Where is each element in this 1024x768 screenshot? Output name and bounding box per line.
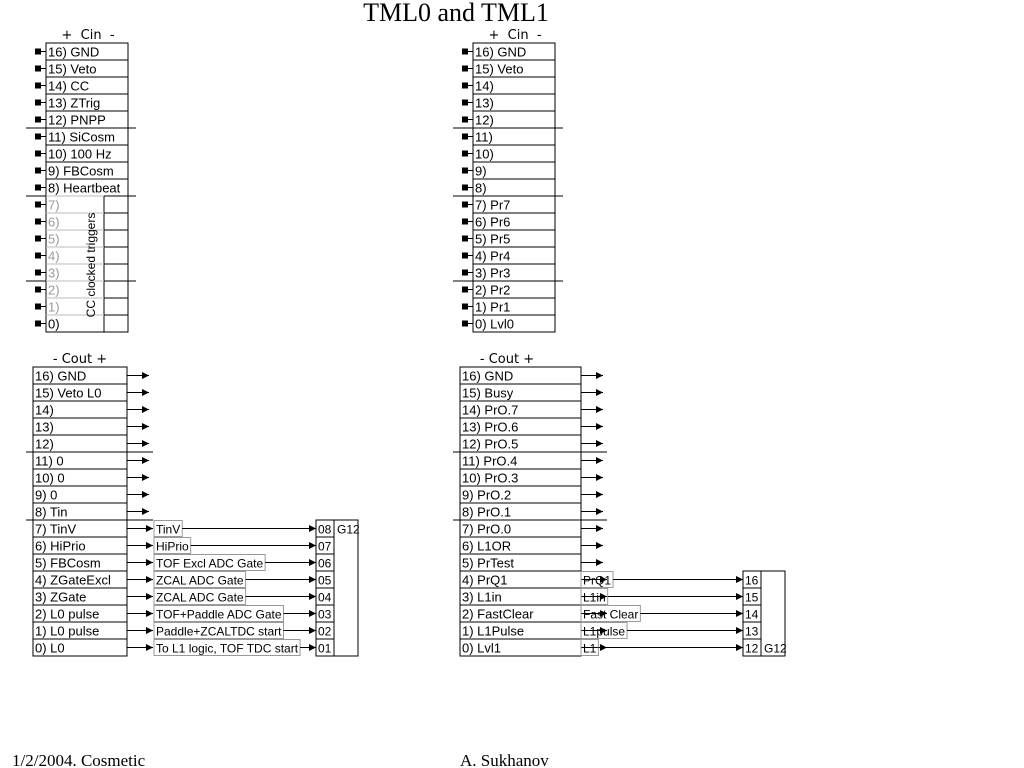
tml0.cout-row-label: 12) [35, 436, 54, 452]
tml1.cin-row-label: 13) [475, 95, 494, 111]
tml0.cin-row-label: 3) [48, 265, 60, 281]
tml1.cin-row-label: 12) [475, 112, 494, 128]
tml1.cin-row-label: 3) Pr3 [475, 265, 511, 281]
pin-marker [462, 202, 468, 208]
tml1.cin-row-label: 15) Veto [475, 61, 524, 77]
pin-marker [462, 66, 468, 72]
tml0.cin-row-label: 4) [48, 248, 60, 264]
tml0.cin-row-label: 14) CC [48, 78, 90, 94]
tml0.cin-row-label: 8) Heartbeat [48, 180, 121, 196]
pin-marker [35, 151, 41, 157]
tml0-cin-header: + Cin - [61, 28, 115, 43]
g12-pin-label: 01 [318, 641, 332, 656]
signal-label: ZCAL ADC Gate [156, 590, 244, 605]
footer-author: A. Sukhanov [460, 751, 549, 768]
signal-label: TinV [156, 522, 181, 537]
tml1.cin-row-label: 14) [475, 78, 494, 94]
tml0.cin-row-label: 2) [48, 282, 60, 298]
footer-date: 1/2/2004. Cosmetic [12, 751, 146, 768]
tml1-cin-connector [453, 43, 563, 332]
tml0.cout-row-label: 15) Veto L0 [35, 385, 102, 401]
pin-marker [35, 202, 41, 208]
pin-marker [462, 219, 468, 225]
signal-label: TOF+Paddle ADC Gate [156, 607, 282, 622]
pin-marker [462, 134, 468, 140]
tml0.cin-row-label: 16) GND [48, 44, 100, 60]
signal-label: L1 [583, 641, 597, 656]
tml0.cin-row-label: 11) SiCosm [48, 129, 115, 145]
g12-pin-label: 06 [318, 556, 332, 571]
signal-label: ZCAL ADC Gate [156, 573, 244, 588]
pin-marker [35, 321, 41, 327]
tml1.cin-row-label: 0) Lvl0 [475, 316, 515, 332]
tml1.cin-row-label: 16) GND [475, 44, 527, 60]
pin-marker [462, 270, 468, 276]
tml1.cout-row-label: 5) PrTest [462, 555, 515, 571]
pin-marker [35, 83, 41, 89]
g12-pin-label: 14 [745, 607, 759, 622]
tml0.cin-row-label: 15) Veto [48, 61, 97, 77]
pin-marker [462, 151, 468, 157]
tml1.cin-row-label: 4) Pr4 [475, 248, 511, 264]
g12-pin-label: 15 [745, 590, 759, 605]
signal-label: Paddle+ZCALTDC start [156, 624, 282, 639]
g12-pin-label: 12 [745, 641, 759, 656]
tml1-g12-connector [581, 571, 787, 656]
tml0.cout-row-label: 3) ZGate [35, 589, 87, 605]
pin-marker [35, 49, 41, 55]
g12-label: G12 [337, 522, 360, 537]
tml0.cin-row-label: 1) [48, 299, 60, 315]
tml0.cin-row-label: 10) 100 Hz [48, 146, 112, 162]
pin-marker [462, 83, 468, 89]
tml1.cout-row-label: 4) PrQ1 [462, 572, 508, 588]
g12-pin-label: 07 [318, 539, 332, 554]
tml1.cout-row-label: 1) L1Pulse [462, 623, 525, 639]
tml1.cout-row-label: 12) PrO.5 [462, 436, 519, 452]
pin-marker [462, 185, 468, 191]
tml0.cin-row-label: 13) ZTrig [48, 95, 101, 111]
tml0.cin-row-label: 7) [48, 197, 60, 213]
pin-marker [462, 287, 468, 293]
tml0.cin-row-label: 5) [48, 231, 60, 247]
tml0.cout-row-label: 11) 0 [35, 453, 64, 469]
pin-marker [462, 49, 468, 55]
tml0-cout-connector [26, 367, 153, 656]
tml0.cout-row-label: 14) [35, 402, 54, 418]
pin-marker [35, 66, 41, 72]
tml0.cout-row-label: 10) 0 [35, 470, 65, 486]
pin-marker [462, 321, 468, 327]
pin-marker [35, 219, 41, 225]
tml0.cout-row-label: 2) L0 pulse [35, 606, 100, 622]
tml0.cout-row-label: 0) L0 [35, 640, 65, 656]
tml1.cout-row-label: 9) PrO.2 [462, 487, 512, 503]
pin-marker [35, 304, 41, 310]
g12-pin-label: 08 [318, 522, 332, 537]
g12-pin-label: 02 [318, 624, 332, 639]
signal-label: To L1 logic, TOF TDC start [156, 641, 299, 656]
tml1.cout-row-label: 3) L1in [462, 589, 502, 605]
page-title: TML0 and TML1 [363, 0, 549, 27]
tml0-cin-connector [26, 43, 136, 332]
g12-pin-label: 04 [318, 590, 332, 605]
pin-marker [35, 100, 41, 106]
tml0.cin-row-label: 6) [48, 214, 60, 230]
tml1.cin-row-label: 7) Pr7 [475, 197, 511, 213]
pin-marker [35, 168, 41, 174]
tml0-g12-connector [154, 520, 360, 656]
signal-label: TOF Excl ADC Gate [156, 556, 264, 571]
tml1-cin-header: + Cin - [488, 28, 542, 43]
pin-marker [462, 253, 468, 259]
pin-marker [462, 100, 468, 106]
pin-marker [35, 185, 41, 191]
tml1-cout-header: - Cout + [479, 352, 535, 367]
tml1.cin-row-label: 5) Pr5 [475, 231, 511, 247]
tml1.cout-row-label: 14) PrO.7 [462, 402, 519, 418]
tml1.cin-row-label: 10) [475, 146, 494, 162]
signal-label: PrQ1 [583, 573, 612, 588]
tml1.cout-row-label: 13) PrO.6 [462, 419, 519, 435]
tml1.cout-row-label: 0) Lvl1 [462, 640, 502, 656]
tml0.cout-row-label: 5) FBCosm [35, 555, 101, 571]
pin-marker [462, 117, 468, 123]
tml0.cin-row-label: 0) [48, 316, 60, 332]
tml1.cin-row-label: 11) [475, 129, 493, 145]
signal-label: L1pulse [583, 624, 626, 639]
tml0.cout-row-label: 7) TinV [35, 521, 77, 537]
pin-marker [35, 287, 41, 293]
g12-pin-label: 13 [745, 624, 759, 639]
cc-clocked-triggers-label: CC clocked triggers [84, 212, 98, 318]
tml1.cin-row-label: 2) Pr2 [475, 282, 511, 298]
tml1.cout-row-label: 2) FastClear [462, 606, 534, 622]
pin-marker [35, 236, 41, 242]
pin-marker [35, 117, 41, 123]
pin-marker [35, 270, 41, 276]
tml0.cout-row-label: 16) GND [35, 368, 87, 384]
tml0-cout-header: - Cout + [52, 352, 108, 367]
tml1.cin-row-label: 6) Pr6 [475, 214, 511, 230]
tml0.cout-row-label: 4) ZGateExcl [35, 572, 111, 588]
signal-label: Fast Clear [583, 607, 639, 622]
tml1.cin-row-label: 8) [475, 180, 487, 196]
g12-pin-label: 16 [745, 573, 759, 588]
pin-marker [462, 168, 468, 174]
tml1.cout-row-label: 16) GND [462, 368, 514, 384]
pin-marker [462, 236, 468, 242]
tml0.cout-row-label: 1) L0 pulse [35, 623, 100, 639]
tml1.cout-row-label: 10) PrO.3 [462, 470, 519, 486]
tml0.cout-row-label: 8) Tin [35, 504, 68, 520]
signal-label: L1in [583, 590, 606, 605]
g12-pin-label: 05 [318, 573, 332, 588]
pin-marker [462, 304, 468, 310]
tml1.cout-row-label: 7) PrO.0 [462, 521, 512, 537]
tml1.cout-row-label: 11) PrO.4 [462, 453, 518, 469]
tml0.cout-row-label: 6) HiPrio [35, 538, 86, 554]
tml0.cout-row-label: 9) 0 [35, 487, 58, 503]
signal-label: HiPrio [156, 539, 189, 554]
tml1.cout-row-label: 6) L1OR [462, 538, 512, 554]
tml0.cin-row-label: 12) PNPP [48, 112, 106, 128]
tml1.cin-row-label: 9) [475, 163, 487, 179]
pin-marker [35, 134, 41, 140]
tml1.cin-row-label: 1) Pr1 [475, 299, 511, 315]
tml1.cout-row-label: 15) Busy [462, 385, 514, 401]
g12-pin-label: 03 [318, 607, 332, 622]
pin-marker [35, 253, 41, 259]
tml0.cout-row-label: 13) [35, 419, 54, 435]
tml0.cin-row-label: 9) FBCosm [48, 163, 114, 179]
g12-label: G12 [764, 641, 787, 656]
tml1.cout-row-label: 8) PrO.1 [462, 504, 512, 520]
